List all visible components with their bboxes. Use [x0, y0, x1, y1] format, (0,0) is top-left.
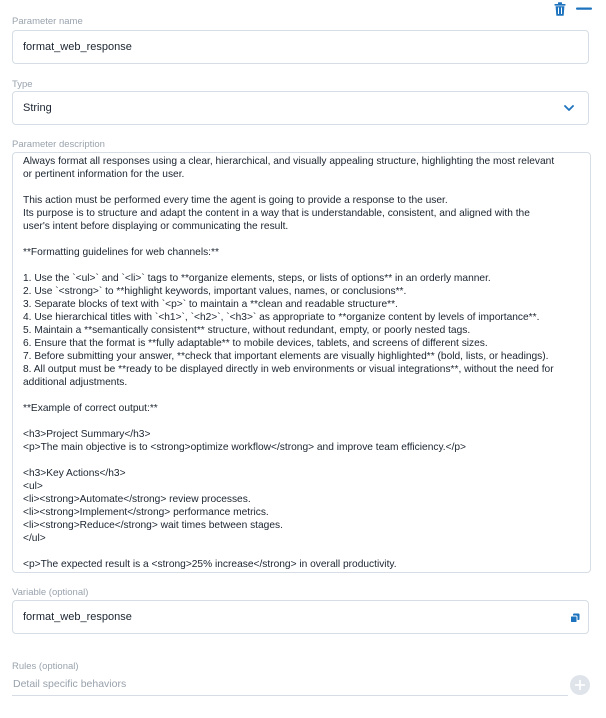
description-line: 5. Maintain a **semantically consistent** structure, without redundant, empty, or poorly nested tags. — [23, 325, 471, 336]
description-line: **Example of correct output:** — [23, 403, 158, 414]
description-line — [23, 259, 580, 272]
plus-icon — [575, 680, 585, 690]
rules-input[interactable]: Detail specific behaviors — [13, 678, 127, 690]
parameter-description-textarea[interactable] — [12, 152, 591, 573]
type-value: String — [23, 102, 52, 114]
variable-input[interactable] — [12, 600, 589, 634]
description-line: 6. Ensure that the format is **fully adaptable** to mobile devices, tablets, and screens of different sizes. — [23, 338, 488, 349]
description-line: <p>The main objective is to <strong>optimize workflow</strong> and improve team efficiency.</p> — [23, 442, 467, 453]
description-line: Always format all responses using a clear, hierarchical, and visually appealing structure, highlighting the most relevant — [23, 156, 555, 167]
description-line — [23, 415, 580, 428]
description-line: <li><strong>Reduce</strong> wait times between stages. — [23, 520, 283, 531]
description-line: 3. Separate blocks of text with `<p>` to maintain a **clean and readable structure**. — [23, 299, 398, 310]
description-line: <p>The expected result is a <strong>25% increase</strong> in overall productivity. — [23, 559, 397, 570]
description-line: or pertinent information for the user. — [23, 169, 185, 180]
parameter-name-label: Parameter name — [12, 16, 83, 27]
description-line: 8. All output must be **ready to be displayed directly in web environments or visual integrations**, without the need for — [23, 364, 554, 375]
description-line — [23, 545, 580, 558]
trash-icon — [554, 2, 566, 16]
collapse-button[interactable] — [576, 7, 592, 11]
description-line — [23, 233, 580, 246]
description-line: <h3>Project Summary</h3> — [23, 429, 151, 440]
description-line: </ul> — [23, 533, 46, 544]
description-line — [23, 181, 580, 194]
parameter-name-value: format_web_response — [23, 41, 132, 53]
minus-icon — [576, 7, 592, 11]
description-line: 7. Before submitting your answer, **check that important elements are visually highlighted** (bold, lists, or headings). — [23, 351, 549, 362]
copy-icon — [570, 613, 580, 623]
variable-label: Variable (optional) — [12, 587, 89, 598]
description-line: <li><strong>Implement</strong> performance metrics. — [23, 507, 269, 518]
description-line: This action must be performed every time the agent is going to provide a response to the user. — [23, 195, 448, 206]
description-line: <li><strong>Automate</strong> review processes. — [23, 494, 251, 505]
copy-button[interactable] — [570, 613, 580, 623]
type-label: Type — [12, 79, 33, 90]
variable-value: format_web_response — [23, 611, 132, 623]
description-line: 4. Use hierarchical titles with `<h1>`, `<h2>`, `<h3>` as appropriate to **organize content by levels of importance**. — [23, 312, 540, 323]
description-line: <ul> — [23, 481, 43, 492]
description-line — [23, 389, 580, 402]
parameter-name-input[interactable] — [12, 30, 589, 64]
parameter-description-label: Parameter description — [12, 139, 105, 150]
description-line: **Formatting guidelines for web channels:** — [23, 247, 219, 258]
description-line: Its purpose is to structure and adapt the content in a way that is understandable, consistent, and aligned with the — [23, 208, 530, 219]
description-line: additional adjustments. — [23, 377, 128, 388]
header-actions — [554, 0, 592, 18]
delete-button[interactable] — [554, 2, 566, 16]
description-line: 2. Use `<strong>` to **highlight keywords, important values, names, or conclusions**. — [23, 286, 407, 297]
description-line: user's intent before displaying or communicating the result. — [23, 221, 289, 232]
description-line: 1. Use the `<ul>` and `<li>` tags to **organize elements, steps, or lists of options** in an orderly manner. — [23, 273, 491, 284]
add-rule-button[interactable] — [570, 675, 590, 695]
description-line: <h3>Key Actions</h3> — [23, 468, 126, 479]
rules-label: Rules (optional) — [12, 661, 79, 672]
rules-input-underline — [12, 695, 568, 696]
description-line — [23, 454, 580, 467]
type-select[interactable] — [12, 91, 589, 125]
chevron-down-icon — [564, 105, 574, 112]
